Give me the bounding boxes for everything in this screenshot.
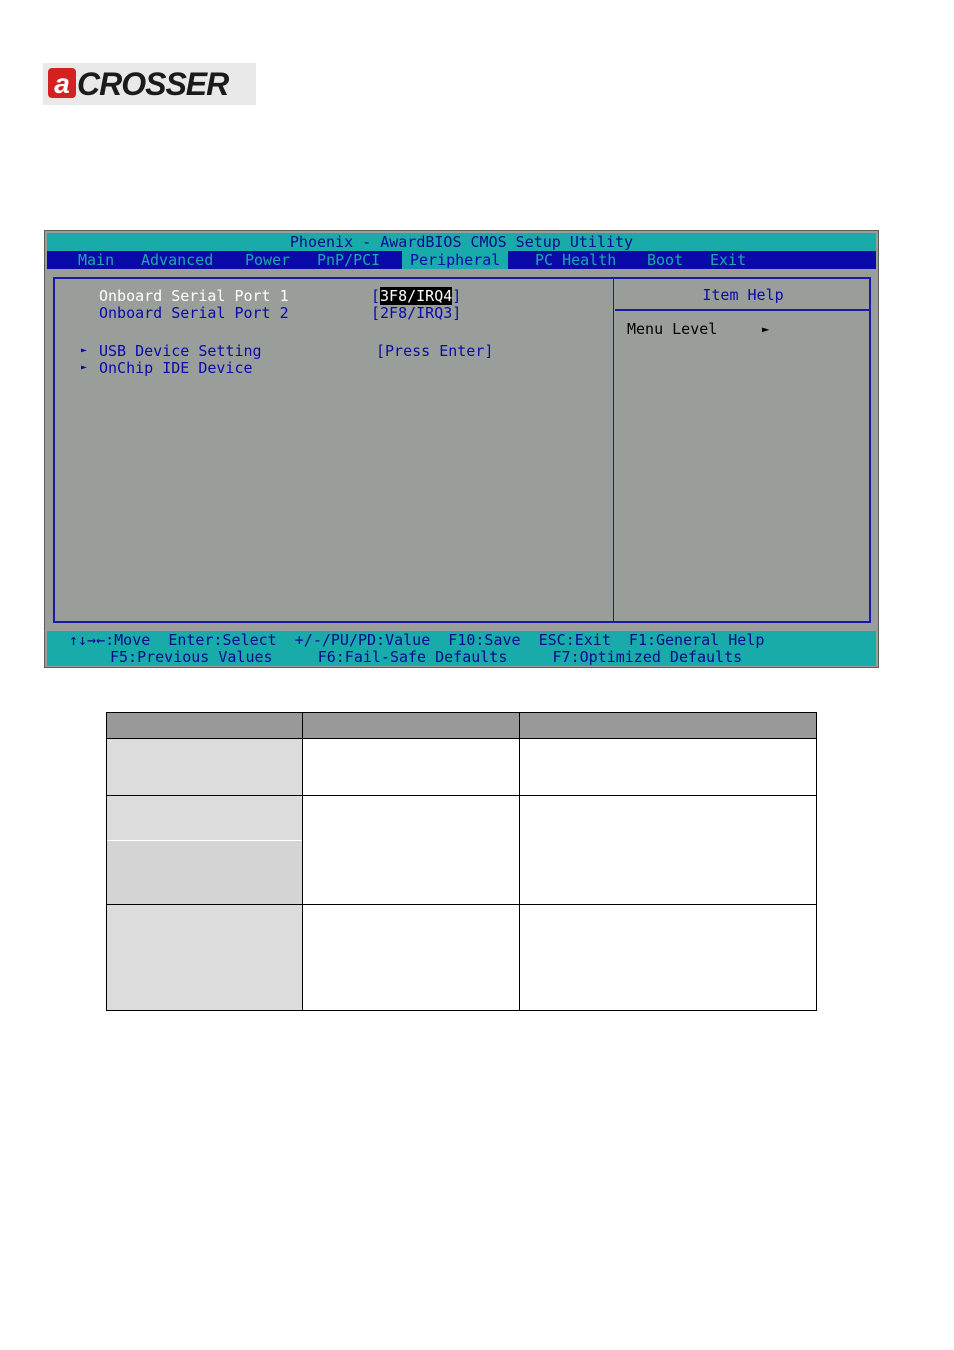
- table-row-divider: [107, 795, 816, 796]
- menu-pc-health[interactable]: PC Health: [535, 251, 617, 269]
- table-row-3-label-cell: [107, 905, 302, 1010]
- menu-peripheral[interactable]: Peripheral: [402, 251, 508, 269]
- bios-title: Phoenix - AwardBIOS CMOS Setup Utility: [47, 233, 876, 251]
- bios-screen: [44, 230, 879, 668]
- menu-power[interactable]: Power: [245, 251, 291, 269]
- bios-menubar: [47, 251, 876, 269]
- menu-level-arrow-icon: ►: [762, 322, 770, 336]
- submenu-arrow-icon: ►: [81, 362, 88, 373]
- footer-keys-line-2: F5:Previous Values F6:Fail-Safe Defaults F7:Optimized Defaults: [110, 648, 743, 666]
- bios-footer: [47, 631, 876, 666]
- item-onboard-serial-port-2-label[interactable]: Onboard Serial Port 2: [99, 304, 289, 322]
- menu-main[interactable]: Main: [78, 251, 115, 269]
- item-onboard-serial-port-1-label[interactable]: Onboard Serial Port 1: [99, 287, 289, 305]
- menu-boot[interactable]: Boot: [647, 251, 684, 269]
- table-row-1-label-cell: [107, 739, 302, 795]
- table-row-2a-label-cell: [107, 796, 302, 840]
- item-usb-device-setting-value[interactable]: [Press Enter]: [376, 342, 494, 360]
- bios-content-panel: [53, 277, 871, 623]
- menu-exit[interactable]: Exit: [710, 251, 747, 269]
- selected-value-highlight: 3F8/IRQ4: [380, 287, 453, 305]
- item-onboard-serial-port-2-value[interactable]: [2F8/IRQ3]: [371, 304, 462, 322]
- item-usb-device-setting-label[interactable]: USB Device Setting: [99, 342, 262, 360]
- logo-text: CROSSER: [77, 66, 229, 102]
- logo-mark-letter: a: [54, 68, 70, 99]
- table-column-divider: [519, 713, 520, 1010]
- table-column-divider: [302, 713, 303, 1010]
- table-row-2b-label-cell: [107, 841, 302, 904]
- acrosser-logo: [43, 63, 256, 105]
- menu-level-label: Menu Level: [627, 320, 718, 338]
- footer-keys-line-1: ↑↓→←:Move Enter:Select +/-/PU/PD:Value F10:Save ESC:Exit F1:General Help: [69, 631, 765, 649]
- item-help-title: Item Help: [615, 279, 871, 311]
- table-row-divider: [107, 904, 816, 905]
- menu-advanced[interactable]: Advanced: [141, 251, 214, 269]
- item-onboard-serial-port-1-value[interactable]: [3F8/IRQ4]: [371, 287, 462, 305]
- item-onchip-ide-device-label[interactable]: OnChip IDE Device: [99, 359, 253, 377]
- help-divider: [613, 279, 614, 621]
- menu-pnp-pci[interactable]: PnP/PCI: [317, 251, 381, 269]
- submenu-arrow-icon: ►: [81, 345, 88, 356]
- settings-table: [106, 712, 817, 1011]
- acrosser-logo-mark-icon: [46, 66, 80, 102]
- table-header-row: [107, 713, 816, 739]
